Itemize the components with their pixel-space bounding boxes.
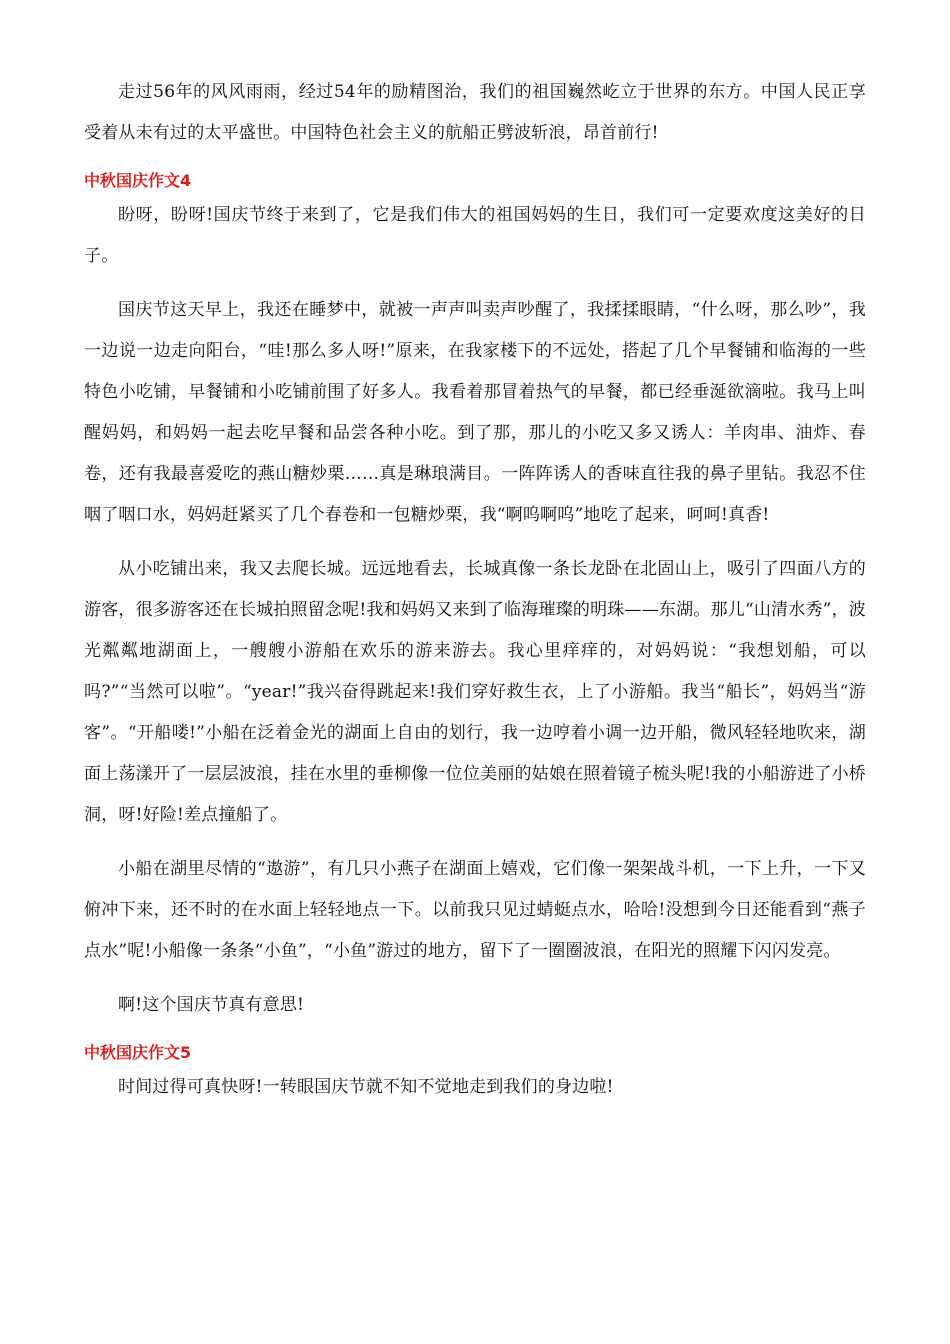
- section4-paragraph-3: 从小吃铺出来，我又去爬长城。远远地看去，长城真像一条长龙卧在北固山上，吸引了四面八方的游客，很多游客还在长城拍照留念呢!我和妈妈又来到了临海璀璨的明珠——东湖。那儿“山清水秀”，波光粼粼地湖面上，一艘艘小游船在欢乐的游来游去。我心里痒痒的，对妈妈说：“我想划船，可以吗?”“当然可以啦”。“year!”我兴奋得跳起来!我们穿好救生衣，上了小游船。我当“船长”，妈妈当“游客”。“开船喽!”小船在泛着金光的湖面上自由的划行，我一边哼着小调一边开船，微风轻轻地吹来，湖面上荡漾开了一层层波浪，挂在水里的垂柳像一位位美丽的姑娘在照着镜子梳头呢!我的小船游进了小桥洞，呀!好险!差点撞船了。: [84, 559, 866, 825]
- section-heading-5: 中秋国庆作文5: [84, 1043, 192, 1062]
- section4-paragraph-5: 啊!这个国庆节真有意思!: [118, 995, 305, 1015]
- section-heading-4: 中秋国庆作文4: [84, 171, 192, 190]
- document-body: [84, 72, 866, 1108]
- section4-paragraph-4: 小船在湖里尽情的“遨游”，有几只小燕子在湖面上嬉戏，它们像一架架战斗机，一下上升，一下又俯冲下来，还不时的在水面上轻轻地点一下。以前我只见过蜻蜓点水，哈哈!没想到今日还能看到“燕子点水”呢!小船像一条条“小鱼”，“小鱼”游过的地方，留下了一圈圈波浪，在阳光的照耀下闪闪发亮。: [84, 859, 866, 961]
- section5-paragraph-1: 时间过得可真快呀!一转眼国庆节就不知不觉地走到我们的身边啦!: [118, 1077, 614, 1097]
- section4-paragraph-2: 国庆节这天早上，我还在睡梦中，就被一声声叫卖声吵醒了，我揉揉眼睛，“什么呀，那么吵”，我一边说一边走向阳台，“哇!那么多人呀!”原来，在我家楼下的不远处，搭起了几个早餐铺和临海的一些特色小吃铺，早餐铺和小吃铺前围了好多人。我看着那冒着热气的早餐，都已经垂涎欲滴啦。我马上叫醒妈妈，和妈妈一起去吃早餐和品尝各种小吃。到了那，那儿的小吃又多又诱人：羊肉串、油炸、春卷，还有我最喜爱吃的燕山糖炒栗……真是琳琅满目。一阵阵诱人的香味直往我的鼻子里钻。我忍不住咽了咽口水，妈妈赶紧买了几个春卷和一包糖炒栗，我“啊呜啊呜”地吃了起来，呵呵!真香!: [84, 300, 866, 525]
- intro-paragraph: 走过56年的风风雨雨，经过54年的励精图治，我们的祖国巍然屹立于世界的东方。中国人民正享受着从未有过的太平盛世。中国特色社会主义的航船正劈波斩浪，昂首前行!: [84, 82, 866, 143]
- section4-paragraph-1: 盼呀，盼呀!国庆节终于来到了，它是我们伟大的祖国妈妈的生日，我们可一定要欢度这美好的日子。: [84, 205, 866, 266]
